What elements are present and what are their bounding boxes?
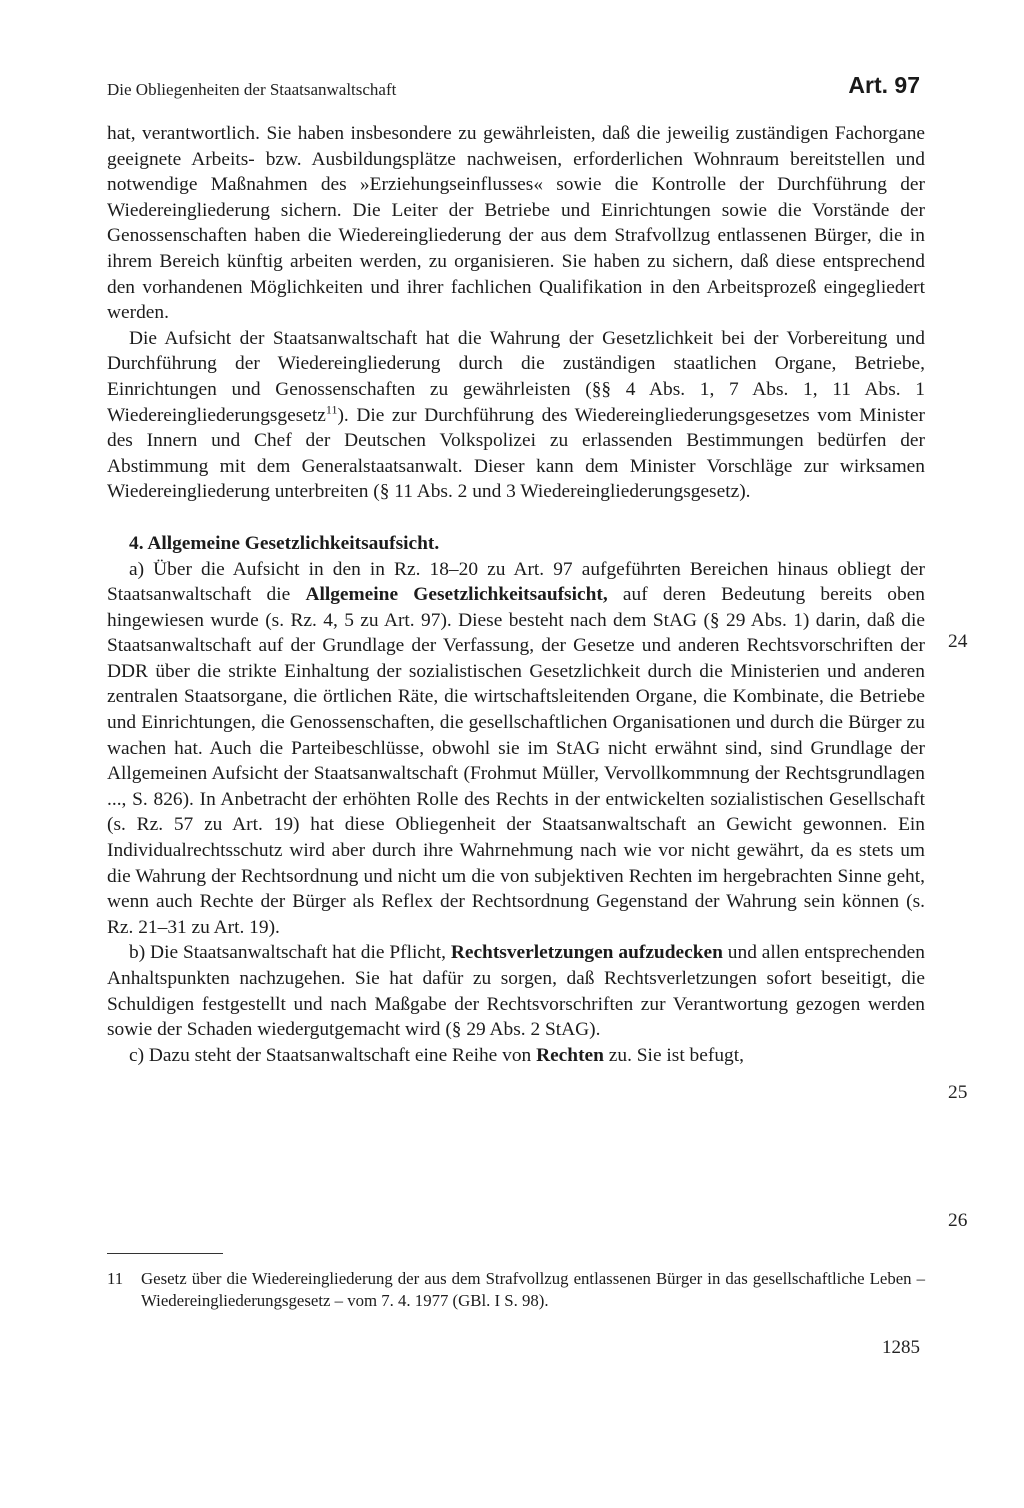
footnote-divider xyxy=(107,1253,223,1254)
emphasis-term: Rechtsverletzungen aufzudecken xyxy=(450,942,723,964)
article-number: Art. 97 xyxy=(848,72,920,98)
paragraph-a xyxy=(107,557,925,941)
paragraph-b xyxy=(107,940,925,1042)
paragraph-text: und allen entsprechenden Anhaltspunkten nachzugehen. Sie hat dafür zu sorgen, daß Rechtsverletzungen sofort beseitigt, die Schuldigen festgestellt und nach Maßgabe der Rechtsvorschriften zur Verantwortung gezogen werden sowie der Schaden wiedergutgemacht wird (§ 29 Abs. 2 StAG). xyxy=(107,942,925,1041)
paragraph-text: ). Die zur Durchführung des Wiedereingliederungsgesetzes vom Minister des Innern und Chef der Deutschen Volkspolizei zu erlassenden Bestimmungen bedürfen der Abstimmung mit dem Generalstaatsanwalt. Dieser kann dem Minister Vorschläge zur wirksamen Wiedereingliederung unterbreiten (§ 11 Abs. 2 und 3 Wiedereingliederungsgesetz). xyxy=(107,404,925,503)
paragraph-text: Die Aufsicht der Staatsanwaltschaft hat die Wahrung der Gesetzlichkeit bei der Vorbereitung und Durchführung der Wiedereingliederung durch die zuständigen staatlichen Organe, Betriebe, Einrichtungen und Genossenschaften zu gewährleisten (§§ 4 Abs. 1, 7 Abs. 1, 11 Abs. 1 Wiedereingliederungsgesetz xyxy=(107,327,925,426)
paragraph-text: a) Über die Aufsicht in den in Rz. 18–20 zu Art. 97 aufgeführten Bereichen hinaus obliegt der Staatsanwaltschaft die xyxy=(107,558,925,606)
paragraph-text: c) Dazu steht der Staatsanwaltschaft eine Reihe von xyxy=(129,1044,537,1066)
running-head: Die Obliegenheiten der Staatsanwaltschaft xyxy=(107,80,397,99)
emphasis-term: Allgemeine Gesetzlichkeitsaufsicht, xyxy=(305,584,608,606)
footnote-text: Gesetz über die Wiedereingliederung der aus dem Strafvollzug entlassenen Bürger in das gesellschaftliche Leben – Wiedereingliederungsgesetz – vom 7. 4. 1977 (GBl. I S. 98). xyxy=(141,1269,925,1310)
paragraph-text: zu. Sie ist befugt, xyxy=(603,1044,744,1066)
margin-number-24: 24 xyxy=(948,631,968,652)
paragraph-text: b) Die Staatsanwaltschaft hat die Pflicht, xyxy=(129,942,451,964)
body-text xyxy=(107,121,925,1068)
footnote-number: 11 xyxy=(107,1269,124,1288)
paragraph-aufsicht-wiedereingliederung xyxy=(107,326,925,505)
footnote-ref[interactable]: 11 xyxy=(325,402,338,417)
paragraph-text: auf deren Bedeutung bereits oben hingewiesen wurde (s. Rz. 4, 5 zu Art. 97). Diese besteht nach dem StAG (§ 29 Abs. 1) darin, daß die Staatsanwaltschaft auf der Grundlage der Verfassung, der Gesetze und anderen Rechtsvorschriften der DDR über die strikte Einhaltung der sozialistischen Gesetzlichkeit durch die Ministerien und anderen zentralen Staatsorgane, die örtlichen Räte, die wirtschaftsleitenden Organe, die Kombinate, die Betriebe und Einrichtungen, die Genossenschaften, die gesellschaftlichen Organisationen und durch die Bürger zu wachen hat. Auch die Parteibeschlüsse, obwohl sie im StAG nicht erwähnt sind, sind Grundlage der Allgemeinen Aufsicht der Staatsanwaltschaft (Frohmut Müller, Vervollkommnung der Rechtsgrundlagen ..., S. 826). In Anbetracht der erhöhten Rolle des Rechts in der entwickelten sozialistischen Gesellschaft (s. Rz. 57 zu Art. 19) hat diese Obliegenheit der Staatsanwaltschaft an Gewicht gewonnen. Ein Individualrechtsschutz wird aber durch ihre Wahrnehmung nach wie vor nicht gewährt, da es stets um die Wahrung der Rechtsordnung und nicht um die von subjektiven Rechten im hergebrachten Sinne geht, wenn auch Rechte der Bürger als Reflex der Rechtsordnung Gegenstand der Wahrung sein können (s. Rz. 21–31 zu Art. 19). xyxy=(107,584,925,938)
emphasis-term: Rechten xyxy=(536,1044,604,1066)
margin-number-26: 26 xyxy=(948,1210,968,1231)
margin-number-25: 25 xyxy=(948,1082,968,1103)
footnote xyxy=(107,1268,925,1312)
paragraph-continuation: hat, verantwortlich. Sie haben insbesondere zu gewährleisten, daß die jeweilig zuständigen Fachorgane geeignete Arbeits- bzw. Ausbildungsplätze nachweisen, erforderlichen Wohnraum bereitstellen und notwendige Maßnahmen des »Erziehungseinflusses« sowie die Kontrolle der Durchführung der Wiedereingliederung sichern. Die Leiter der Betriebe und Einrichtungen sowie die Vorstände der Genossenschaften haben die Wiedereingliederung der aus dem Strafvollzug entlassenen Bürger, die in ihrem Bereich künftig arbeiten werden, zu organisieren. Sie haben zu sichern, daß diese entsprechend den vorhandenen Möglichkeiten und ihrer fachlichen Qualifikation in den Arbeitsprozeß eingegliedert werden. xyxy=(107,123,925,324)
section-heading: 4. Allgemeine Gesetzlichkeitsaufsicht. xyxy=(129,532,440,554)
paragraph-c xyxy=(107,1043,925,1069)
page-number: 1285 xyxy=(882,1337,920,1358)
